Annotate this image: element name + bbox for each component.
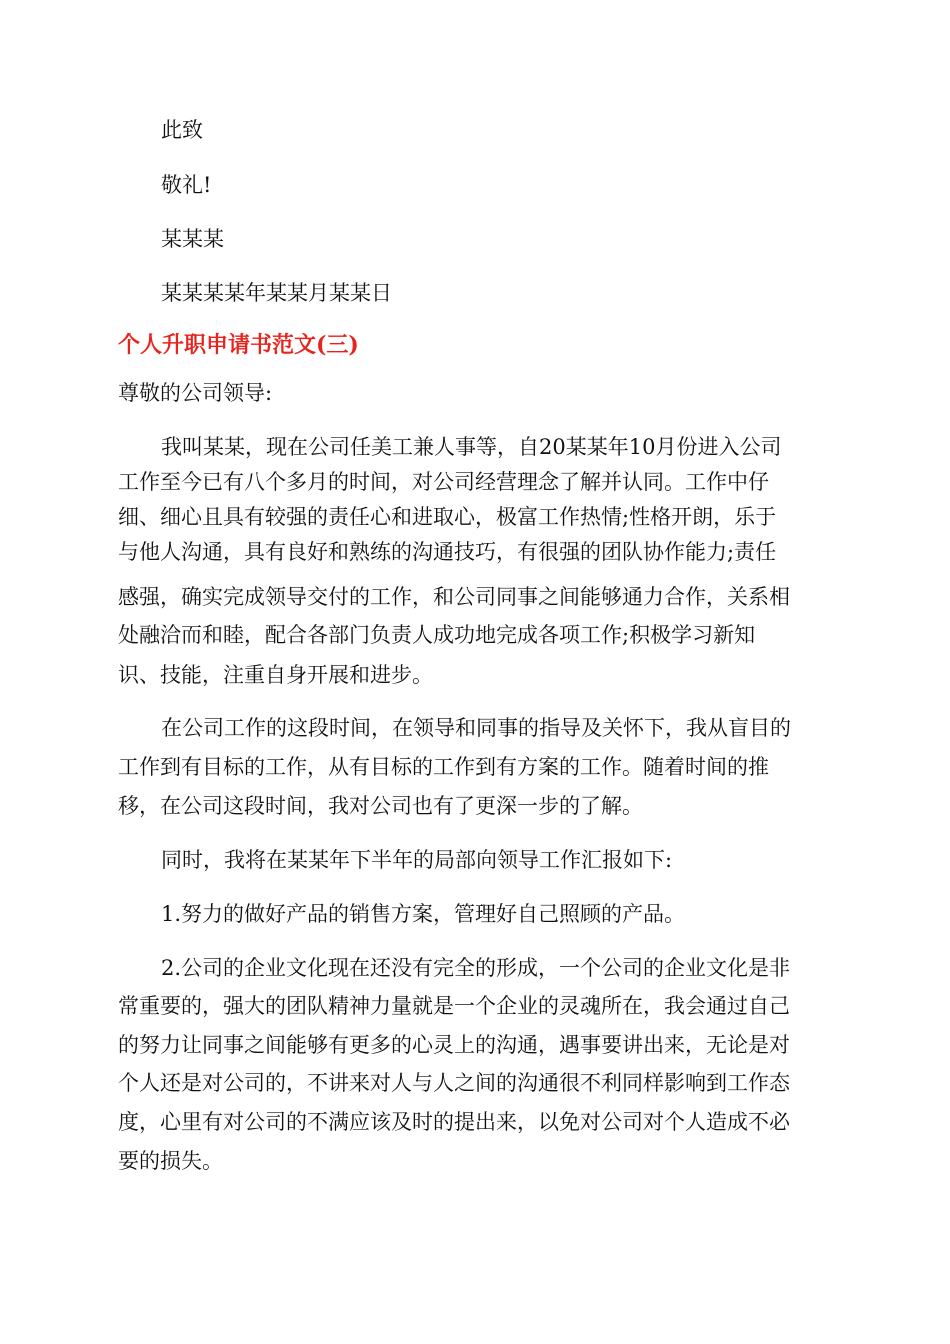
list-item-2-line: 度，心里有对公司的不满应该及时的提出来，以免对公司对个人造成不必 bbox=[118, 1110, 790, 1134]
paragraph-1-line: 感强，确实完成领导交付的工作，和公司同事之间能够通力合作，关系相 bbox=[118, 585, 790, 609]
paragraph-1-line: 处融洽而和睦，配合各部门负责人成功地完成各项工作;积极学习新知 bbox=[118, 623, 756, 647]
list-item-2-line: 的努力让同事之间能够有更多的心灵上的沟通，遇事要讲出来，无论是对 bbox=[118, 1033, 790, 1057]
salutation: 尊敬的公司领导: bbox=[118, 381, 273, 405]
list-item-1: 1.努力的做好产品的销售方案，管理好自己照顾的产品。 bbox=[161, 902, 686, 926]
closing-line-2: 敬礼! bbox=[161, 173, 212, 197]
list-item-2-line: 常重要的，强大的团队精神力量就是一个企业的灵魂所在，我会通过自己 bbox=[118, 994, 790, 1018]
paragraph-2-line: 移，在公司这段时间，我对公司也有了更深一步的了解。 bbox=[118, 794, 643, 818]
paragraph-2-line: 在公司工作的这段时间，在领导和同事的指导及关怀下，我从盲目的 bbox=[161, 716, 791, 740]
paragraph-1-line: 工作至今已有八个多月的时间，对公司经营理念了解并认同。工作中仔 bbox=[118, 470, 769, 494]
paragraph-3-line: 同时，我将在某某年下半年的局部向领导工作汇报如下: bbox=[161, 848, 673, 872]
section-title: 个人升职申请书范文(三) bbox=[118, 332, 359, 358]
date-line: 某某某某年某某月某某日 bbox=[161, 281, 392, 305]
list-item-2-line: 个人还是对公司的，不讲来对人与人之间的沟通很不利同样影响到工作态 bbox=[118, 1071, 790, 1095]
signature: 某某某 bbox=[161, 227, 224, 251]
paragraph-1-line: 细、细心且具有较强的责任心和进取心，极富工作热情;性格开朗，乐于 bbox=[118, 505, 777, 529]
list-item-2-line: 要的损失。 bbox=[118, 1149, 223, 1173]
paragraph-1-line: 我叫某某，现在公司任美工兼人事等，自20某某年10月份进入公司 bbox=[161, 435, 782, 459]
paragraph-1-line: 识、技能，注重自身开展和进步。 bbox=[118, 663, 433, 687]
closing-line-1: 此致 bbox=[161, 118, 203, 142]
list-item-2-line: 2.公司的企业文化现在还没有完全的形成，一个公司的企业文化是非 bbox=[161, 956, 791, 980]
paragraph-1-line: 与他人沟通，具有良好和熟练的沟通技巧，有很强的团队协作能力;责任 bbox=[118, 540, 777, 564]
paragraph-2-line: 工作到有目标的工作，从有目标的工作到有方案的工作。随着时间的推 bbox=[118, 755, 769, 779]
